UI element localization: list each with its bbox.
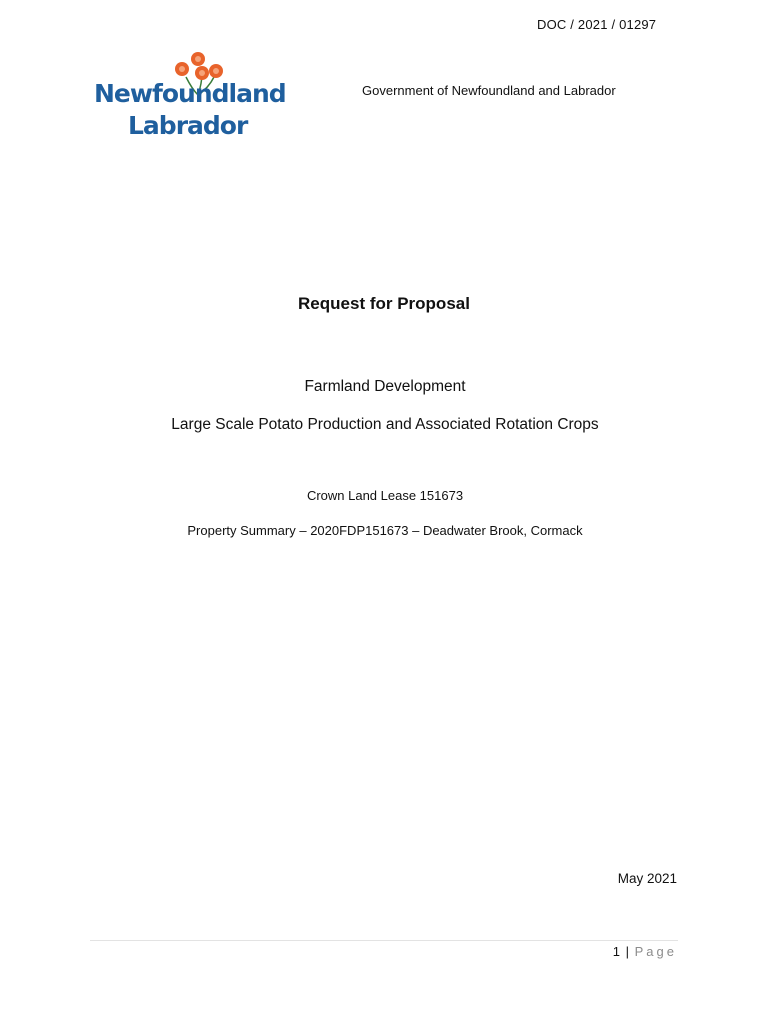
logo-wordmark-newfoundland: Newfoundland (94, 79, 286, 108)
document-subtitle-primary: Farmland Development (304, 378, 466, 395)
government-name: Government of Newfoundland and Labrador (362, 83, 616, 98)
logo-wordmark-labrador: Labrador (128, 111, 248, 140)
footer-divider (90, 940, 678, 941)
page-separator: | (625, 944, 629, 959)
document-title: Request for Proposal (298, 294, 470, 313)
property-summary: Property Summary – 2020FDP151673 – Deadwater Brook, Cormack (187, 523, 583, 538)
doc-number: DOC / 2021 / 01297 (537, 17, 657, 32)
page-number: 1 (612, 944, 620, 959)
document-subtitle-secondary: Large Scale Potato Production and Associated Rotation Crops (171, 416, 599, 433)
government-logo (92, 47, 286, 147)
document-date: May 2021 (617, 871, 677, 886)
page-label: Page (634, 944, 677, 959)
page-footer (613, 944, 677, 959)
crown-land-lease: Crown Land Lease 151673 (306, 488, 464, 503)
